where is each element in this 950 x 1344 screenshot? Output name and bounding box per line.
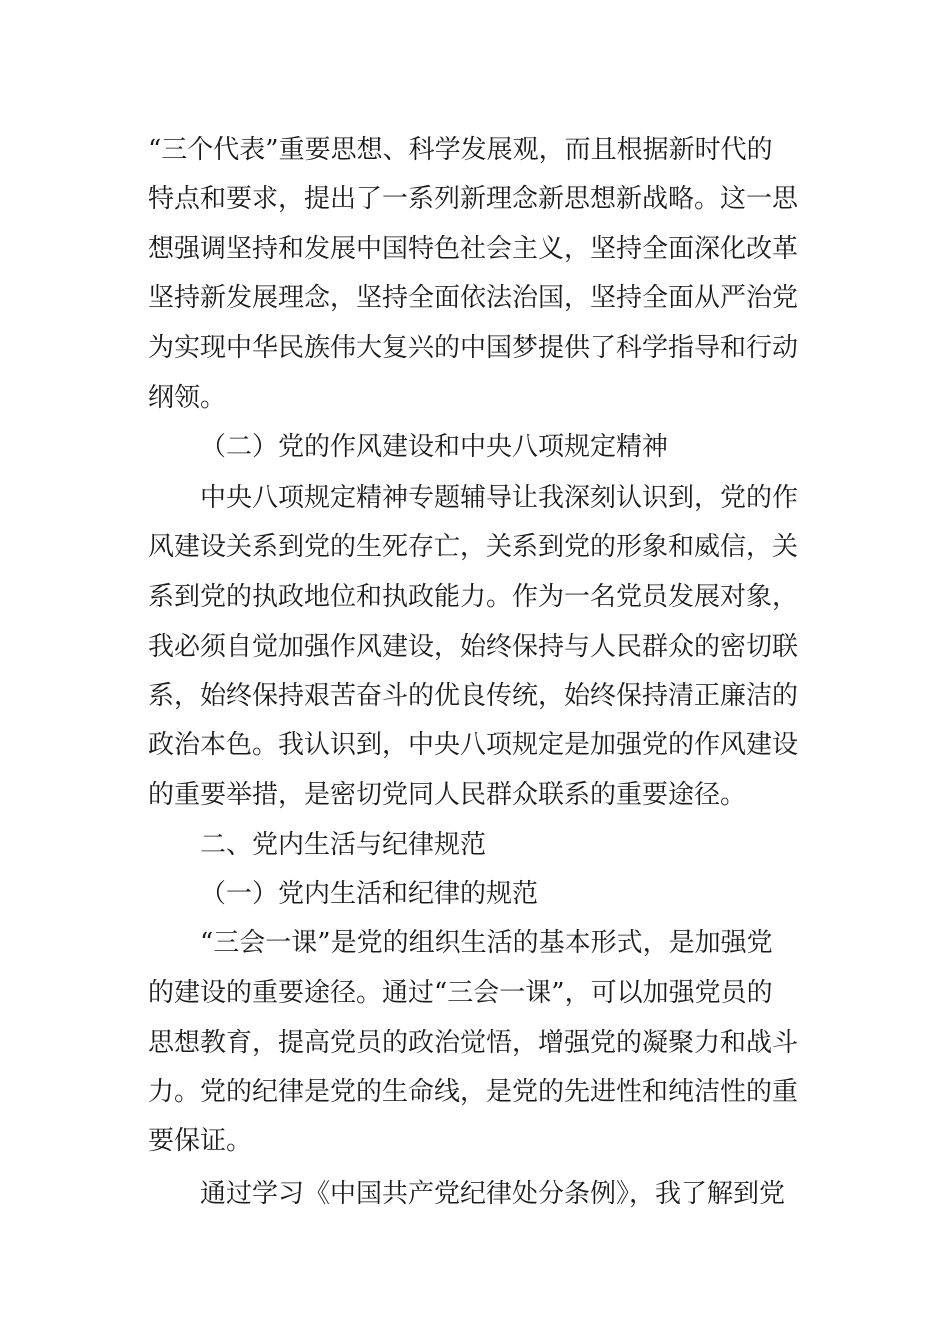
- paragraph-line: 纲领。: [148, 383, 227, 413]
- paragraph-line: 中央八项规定精神专题辅导让我深刻认识到，党的作: [200, 483, 799, 513]
- subsection-heading: （一）党内生活和纪律的规范: [200, 879, 539, 909]
- section-heading: （二）党的作风建设和中央八项规定精神: [200, 432, 669, 462]
- paragraph-line: 力。党的纪律是党的生命线，是党的先进性和纯洁性的重: [148, 1077, 799, 1107]
- paragraph-line: 特点和要求，提出了一系列新理念新思想新战略。这一思: [148, 184, 799, 214]
- paragraph-line: “三会一课”是党的组织生活的基本形式，是加强党: [200, 928, 773, 958]
- section-heading: 二、党内生活与纪律规范: [200, 830, 487, 860]
- paragraph-line: 为实现中华民族伟大复兴的中国梦提供了科学指导和行动: [148, 333, 799, 363]
- paragraph-line: 通过学习《中国共产党纪律处分条例》，我了解到党: [200, 1179, 786, 1209]
- paragraph-line: 想强调坚持和发展中国特色社会主义，坚持全面深化改革: [148, 234, 799, 264]
- paragraph-line: 坚持新发展理念，坚持全面依法治国，坚持全面从严治党: [148, 283, 799, 313]
- paragraph-line: 思想教育，提高党员的政治觉悟，增强党的凝聚力和战斗: [148, 1028, 799, 1058]
- paragraph-line: “三个代表”重要思想、科学发展观，而且根据新时代的: [148, 135, 773, 165]
- paragraph-line: 政治本色。我认识到，中央八项规定是加强党的作风建设: [148, 730, 799, 760]
- paragraph-line: 的重要举措，是密切党同人民群众联系的重要途径。: [148, 780, 747, 810]
- paragraph-line: 系到党的执政地位和执政能力。作为一名党员发展对象，: [148, 582, 799, 612]
- paragraph-line: 风建设关系到党的生死存亡，关系到党的形象和威信，关: [148, 532, 799, 562]
- paragraph-line: 的建设的重要途径。通过“三会一课”，可以加强党员的: [148, 978, 773, 1008]
- paragraph-line: 要保证。: [148, 1126, 253, 1156]
- paragraph-line: 我必须自觉加强作风建设，始终保持与人民群众的密切联: [148, 632, 799, 662]
- paragraph-line: 系，始终保持艰苦奋斗的优良传统，始终保持清正廉洁的: [148, 681, 799, 711]
